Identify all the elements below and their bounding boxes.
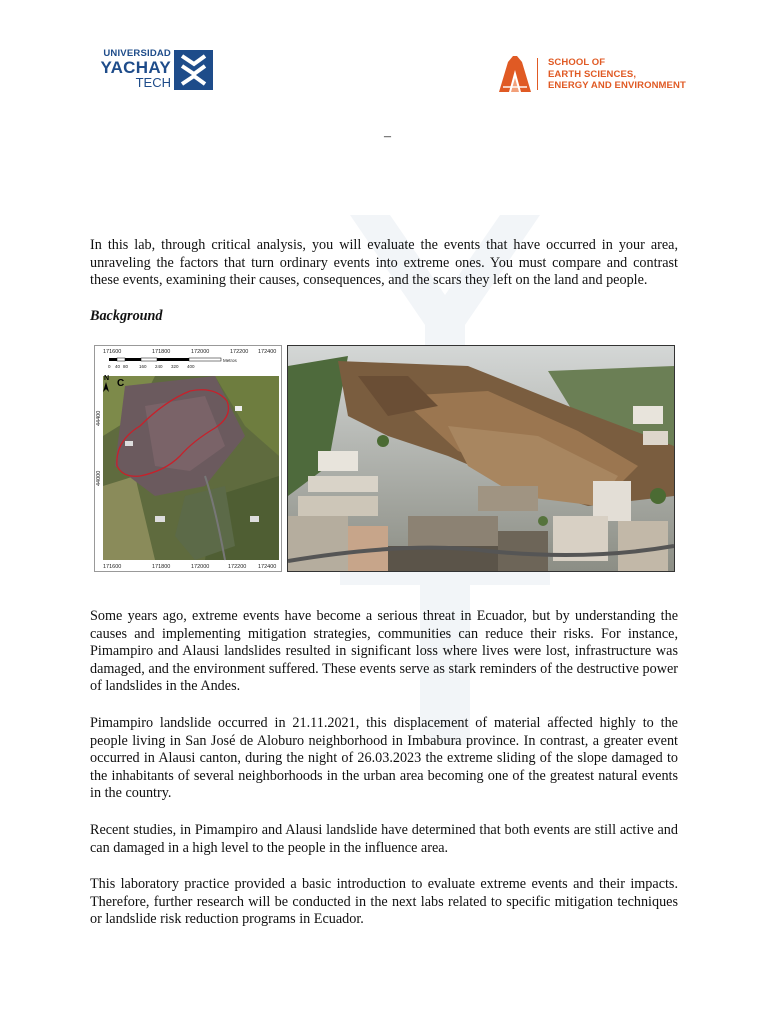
map-scale-label: 80 — [123, 364, 129, 369]
body-paragraph: Recent studies, in Pimampiro and Alausi landslide have determined that both events are still active and can damaged in a high level to the people in the influence area. — [90, 822, 678, 856]
school-logo-line3: ENERGY AND ENVIRONMENT — [548, 80, 686, 91]
map-scale-unit: Metros — [223, 358, 237, 363]
background-heading: Background — [90, 308, 163, 324]
map-top-tick: 172200 — [230, 349, 249, 355]
map-bottom-tick: 172000 — [191, 564, 210, 570]
map-side-tick: 44000 — [96, 470, 102, 486]
logo-yachay-line: YACHAY — [100, 58, 171, 77]
body-paragraph: Pimampiro landslide occurred in 21.11.2021, this displacement of material affected highly to the people living in San José de Aloburo neighborhood in Imbabura province. In contrast, a greater event occurred in Alausi canton, during the night of 26.03.2023 the extreme sliding of the slope damaged to the inhabitants of several neighborhoods in the urban area becoming one of the greatest natural events in the country. — [90, 715, 678, 802]
map-bottom-tick: 172400 — [258, 564, 277, 570]
map-bottom-tick: 172200 — [228, 564, 247, 570]
north-arrow-label: N — [104, 375, 110, 382]
school-logo-divider — [537, 58, 538, 90]
map-top-tick: 171600 — [103, 349, 122, 355]
body-paragraph: Some years ago, extreme events have become a serious threat in Ecuador, but by understanding the causes and implementing mitigation strategies, communities can reduce their risks. For instance, Pimampiro and Alausi landslides resulted in significant loss where lives were lost, infrastructure was damaged, and the environment suffered. These events serve as stark reminders of the destructive power of landslides in the Andes. — [90, 608, 678, 695]
yachay-emblem-icon — [174, 50, 213, 90]
school-emblem-icon — [499, 56, 531, 92]
map-top-tick: 172000 — [191, 349, 210, 355]
map-bottom-tick: 171800 — [152, 564, 171, 570]
map-bottom-tick: 171600 — [103, 564, 122, 570]
map-panel-label: C — [117, 378, 125, 389]
school-logo-line2: EARTH SCIENCES, — [548, 68, 637, 80]
map-scale-label: 400 — [187, 364, 195, 369]
title-dash: – — [384, 129, 391, 144]
intro-paragraph: In this lab, through critical analysis, you will evaluate the events that have occurred in your area, unraveling the factors that turn ordinary events into extreme ones. You must compare and contrast these events, examining their causes, consequences, and the scars they left on the land and people. — [90, 237, 678, 289]
map-scale-label: 160 — [139, 364, 147, 369]
logo-university-line: UNIVERSIDAD — [103, 48, 171, 59]
map-top-tick: 172400 — [258, 349, 277, 355]
landslide-aerial-photo — [287, 345, 675, 572]
logo-tech-line: TECH — [135, 75, 171, 90]
map-side-tick: 44400 — [96, 410, 102, 426]
map-scale-label: 40 — [115, 364, 121, 369]
map-top-tick: 171800 — [152, 349, 171, 355]
map-scale-label: 240 — [155, 364, 163, 369]
university-logo — [93, 48, 215, 94]
map-scale-label: 320 — [171, 364, 179, 369]
map-scale-label: 0 — [108, 364, 111, 369]
body-paragraph: This laboratory practice provided a basic introduction to evaluate extreme events and their impacts. Therefore, further research will be conducted in the next labs related to specific mitigation techniques or landslide risk reduction programs in Ecuador. — [90, 876, 678, 928]
school-logo-line1: SCHOOL OF — [548, 57, 606, 68]
school-logo — [499, 56, 686, 94]
landslide-map-figure — [94, 345, 282, 572]
